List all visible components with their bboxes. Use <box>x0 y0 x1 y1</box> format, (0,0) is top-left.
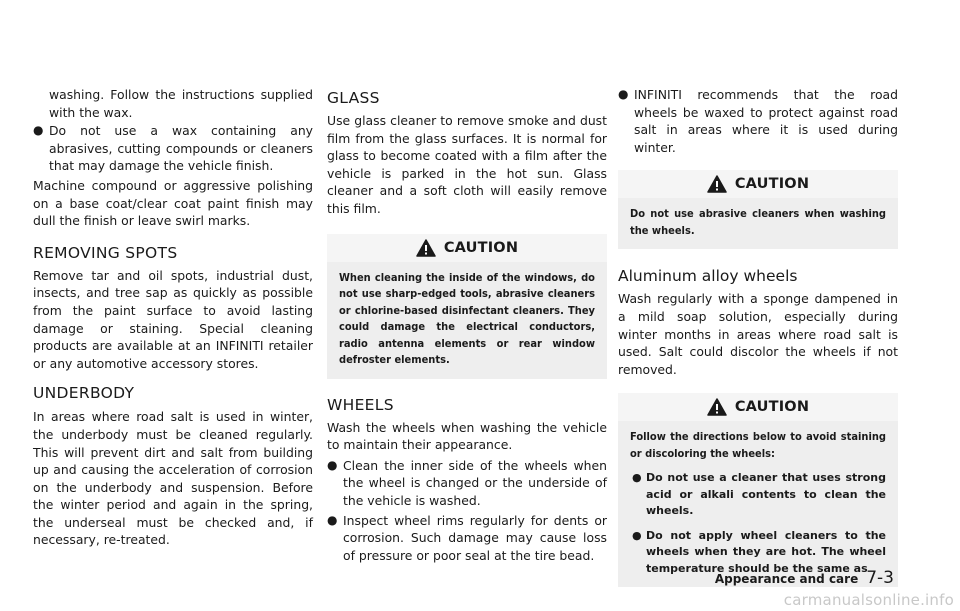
bullet-dot: ● <box>618 87 629 101</box>
bullet-dot: ● <box>327 457 338 472</box>
underbody-paragraph: In areas where road salt is used in winter, the underbody must be cleaned regularly. This will prevent dirt and salt from building up and causing the acceleration of corrosion on the underbody and suspension. Before the winter period and again in the spring, the underseal must be checked and, if necessary, re-treated. <box>33 409 313 548</box>
heading-underbody: UNDERBODY <box>33 384 135 403</box>
removing-spots-paragraph: Remove tar and oil spots, industrial dust, insects, and tree sap as quickly as possible from the paint surface to avoid lasting damage or staining. Special cleaning products are available at an INFINITI retailer or any automotive accessory stores. <box>33 267 313 371</box>
column-left <box>33 86 313 549</box>
caution-title: CAUTION <box>443 239 519 256</box>
heading-glass: GLASS <box>327 89 380 107</box>
caution-header <box>618 170 898 198</box>
column-middle <box>327 88 607 564</box>
bullet-dot: ● <box>632 471 642 485</box>
bullet-text: Do not use a cleaner that uses strong acid or alkali contents to clean the wheels. <box>646 471 886 518</box>
bullet-text: Do not apply wheel cleaners to the wheels when they are hot. The wheel temperature should be the same as <box>646 528 886 575</box>
warning-triangle-icon <box>416 239 436 257</box>
caution-box-staining <box>618 393 898 587</box>
caution-intro: Follow the directions below to avoid staining or discoloring the wheels: <box>630 430 886 460</box>
wax-continuation: washing. Follow the instructions supplied with the wax. <box>49 87 313 120</box>
bullet-text: Do not use a wax containing any abrasives, cutting compounds or cleaners that may damage the vehicle finish. <box>49 123 313 174</box>
bullet-dot: ● <box>632 528 642 542</box>
alloy-paragraph: Wash regularly with a sponge dampened in a mild soap solution, especially during winter months in areas where road salt is used. Salt could discolor the wheels if not removed. <box>618 291 898 377</box>
machine-compound-paragraph: Machine compound or aggressive polishing on a base coat/clear coat paint finish may dull the finish or leave swirl marks. <box>33 177 313 229</box>
page-number: 7-3 <box>866 568 894 588</box>
column-right <box>618 86 898 587</box>
page-footer <box>715 568 894 588</box>
warning-triangle-icon <box>707 175 727 193</box>
caution-header <box>327 234 607 262</box>
bullet-infiniti-recommends <box>618 86 898 156</box>
caution-title: CAUTION <box>734 176 810 193</box>
bullet-dot: ● <box>327 512 338 527</box>
glass-paragraph: Use glass cleaner to remove smoke and dust film from the glass surfaces. It is normal for glass to become coated with a film after the vehicle is parked in the hot sun. Glass cleaner and a soft cloth will easily remove this film. <box>327 113 607 216</box>
caution-header <box>618 393 898 421</box>
footer-section-name: Appearance and care <box>714 572 859 586</box>
caution-box-abrasive <box>618 170 898 249</box>
bullet-text: Inspect wheel rims regularly for dents or corrosion. Such damage may cause loss of pressure or poor seal at the tire bead. <box>343 512 607 563</box>
caution-box-glass <box>327 234 607 379</box>
caution-text: When cleaning the inside of the windows, do not use sharp-edged tools, abrasive cleaners or chlorine-based disinfectant cleaners. They could damage the electrical conductors, radio antenna elements or rear window defroster elements. <box>339 270 595 367</box>
caution-text: Do not use abrasive cleaners when washing the wheels. <box>630 207 886 237</box>
heading-removing-spots: REMOVING SPOTS <box>33 243 178 262</box>
bullet-text: Clean the inner side of the wheels when the wheel is changed or the underside of the vehicle is washed. <box>343 457 607 508</box>
heading-aluminum-alloy-wheels: Aluminum alloy wheels <box>618 267 798 286</box>
heading-wheels: WHEELS <box>327 395 394 414</box>
caution-bullet-strong-acid <box>630 470 886 520</box>
warning-triangle-icon <box>707 398 727 416</box>
caution-title: CAUTION <box>734 399 810 416</box>
watermark: carmanualsonline.info <box>783 591 954 609</box>
bullet-clean-inner <box>327 457 607 510</box>
bullet-dot: ● <box>33 123 44 138</box>
bullet-wax-warning <box>33 122 313 175</box>
wheels-paragraph: Wash the wheels when washing the vehicle to maintain their appearance. <box>327 419 607 453</box>
bullet-inspect-rims <box>327 512 607 565</box>
bullet-text: INFINITI recommends that the road wheels be waxed to protect against road salt in areas where it is used during winter. <box>634 87 898 155</box>
